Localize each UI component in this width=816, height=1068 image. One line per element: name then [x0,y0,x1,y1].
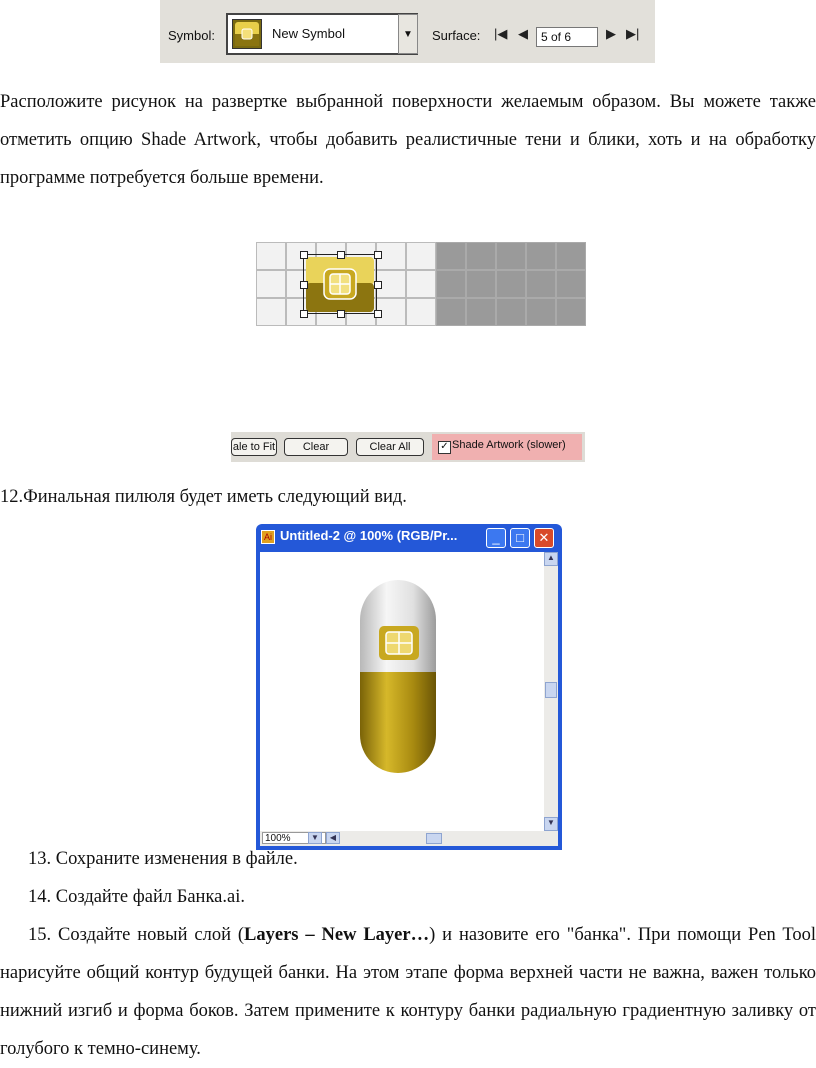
symbol-label: Symbol: [168,28,215,43]
close-button[interactable]: ✕ [534,528,554,548]
paragraph-shade-artwork: Расположите рисунок на развертке выбранной поверхности желаемым образом. Вы можете также отметить опцию Shade Artwork, чтобы добавить реалистичные тени и блики, хоть и на обработку программе потребуется больше времени. [0,92,816,188]
grid-cell [406,298,436,326]
scroll-left-icon[interactable]: ◀ [326,832,340,844]
next-surface-icon[interactable]: ▶ [606,26,616,41]
step-15 [0,916,816,1068]
window-title: Untitled-2 @ 100% (RGB/Pr... [280,528,458,543]
selection-handle[interactable] [374,251,382,259]
grid-cell [526,270,556,298]
grid-cell [406,270,436,298]
prev-surface-icon[interactable]: ◀ [518,26,528,41]
step-14: 14. Создайте файл Банка.ai. [28,887,245,907]
symbol-value: New Symbol [272,26,345,41]
pill-logo [379,626,419,660]
selection-handle[interactable] [374,281,382,289]
last-surface-icon[interactable]: ▶| [626,26,640,41]
grid-cell [466,242,496,270]
grid-cell [556,298,586,326]
step-13: 13. Сохраните изменения в файле. [28,849,298,869]
grid-cell [256,298,286,326]
scroll-up-icon[interactable]: ▲ [544,552,558,566]
grid-cell [526,242,556,270]
selection-handle[interactable] [300,310,308,318]
clear-all-button[interactable]: Clear All [356,438,424,456]
grid-cell [496,298,526,326]
grid-cell [496,242,526,270]
selection-box [303,254,377,314]
maximize-button[interactable]: □ [510,528,530,548]
pill-bottom-cap [360,672,436,773]
grid-cell [466,270,496,298]
grid-cell [256,242,286,270]
map-art-button-strip [231,432,585,462]
grid-cell [436,298,466,326]
scroll-down-icon[interactable]: ▼ [544,817,558,831]
symbol-toolbar [160,0,655,63]
pill-artwork [260,552,544,831]
grid-cell [256,270,286,298]
scroll-thumb[interactable] [545,682,557,698]
symbol-thumbnail [232,19,262,49]
selection-handle[interactable] [337,251,345,259]
document-canvas[interactable] [260,552,544,831]
shade-artwork-checkbox[interactable]: ✓ [438,441,451,454]
step-15-menu-path: Layers – New Layer… [244,925,430,945]
first-surface-icon[interactable]: |◀ [494,26,508,41]
grid-cell [526,298,556,326]
grid-cell [436,242,466,270]
selection-handle[interactable] [337,310,345,318]
vertical-scrollbar[interactable] [544,552,558,831]
selection-handle[interactable] [374,310,382,318]
selection-handle[interactable] [300,251,308,259]
step-12: 12.Финальная пилюля будет иметь следующий вид. [0,487,407,507]
surface-label: Surface: [432,28,481,43]
shade-artwork-label: Shade Artwork (slower) [452,439,566,451]
grid-cell [556,270,586,298]
surface-input[interactable]: 5 of 6 [536,27,598,47]
grid-cell [436,270,466,298]
app-icon: Ai [261,530,275,544]
symbol-dropdown[interactable] [226,13,418,55]
step-15-body: ) и назовите его "банка". При помощи Pen Tool нарисуйте общий контур будущей банки. На этом этапе форма верхней части не важна, важен только нижний изгиб и форма боков. Затем примените к контуру банки радиальную градиентную заливку от голубого к темно-синему. [0,925,816,1059]
minimize-button[interactable]: _ [486,528,506,548]
clear-button[interactable]: Clear [284,438,348,456]
shade-artwork-option[interactable] [432,434,582,460]
selection-handle[interactable] [300,281,308,289]
chevron-down-icon[interactable]: ▼ [398,14,418,54]
step-15-intro: 15. Создайте новый слой ( [28,925,245,945]
zoom-field[interactable]: 100% [262,832,326,844]
grid-cell [496,270,526,298]
scale-to-fit-button[interactable]: ale to Fit [231,438,277,456]
grid-cell [466,298,496,326]
grid-cell [556,242,586,270]
zoom-chevron-icon[interactable]: ▼ [308,832,322,844]
grid-cell [406,242,436,270]
document-window [256,524,562,850]
